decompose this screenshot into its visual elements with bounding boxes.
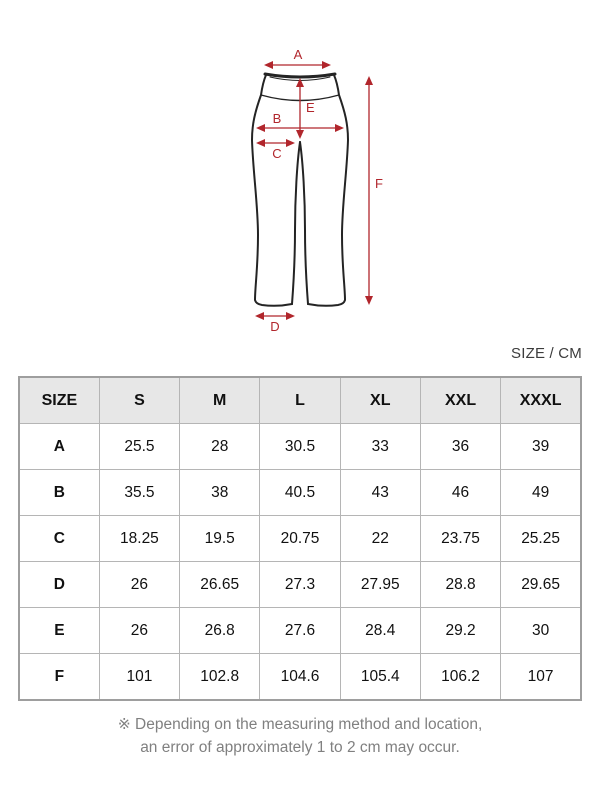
cell-value: 26.65 (180, 562, 260, 608)
row-label: D (19, 562, 99, 608)
cell-value: 30 (501, 608, 581, 654)
measurement-arrows (255, 47, 383, 334)
cell-value: 105.4 (340, 654, 420, 701)
row-label: B (19, 470, 99, 516)
arrowhead-left-icon (256, 139, 265, 147)
col-header-xxl: XXL (420, 377, 500, 424)
cell-value: 30.5 (260, 424, 340, 470)
measure-arrow-c (256, 139, 295, 161)
row-label: F (19, 654, 99, 701)
cell-value: 40.5 (260, 470, 340, 516)
pants-left-leg (252, 75, 300, 306)
cell-value: 26.8 (180, 608, 260, 654)
cell-value: 102.8 (180, 654, 260, 701)
measure-arrow-a (264, 47, 331, 69)
cell-value: 25.25 (501, 516, 581, 562)
cell-value: 25.5 (99, 424, 179, 470)
measure-label-f: F (375, 176, 383, 191)
table-row-b (19, 470, 581, 516)
cell-value: 27.95 (340, 562, 420, 608)
cell-value: 39 (501, 424, 581, 470)
cell-value: 33 (340, 424, 420, 470)
pants-waistband-top (265, 74, 335, 77)
footnote-line-1: ※ Depending on the measuring method and location, (117, 716, 483, 733)
row-label: C (19, 516, 99, 562)
table-row-d (19, 562, 581, 608)
measure-label-a: A (293, 47, 303, 62)
cell-value: 19.5 (180, 516, 260, 562)
cell-value: 22 (340, 516, 420, 562)
arrowhead-right-icon (322, 61, 331, 69)
col-header-m: M (180, 377, 260, 424)
cell-value: 26 (99, 608, 179, 654)
col-header-size: SIZE (19, 377, 99, 424)
cell-value: 23.75 (420, 516, 500, 562)
arrowhead-left-icon (264, 61, 273, 69)
arrowhead-up-icon (296, 78, 304, 87)
row-label: A (19, 424, 99, 470)
cell-value: 28.4 (340, 608, 420, 654)
cell-value: 49 (501, 470, 581, 516)
size-table-header-row (19, 377, 581, 424)
arrowhead-left-icon (255, 312, 264, 320)
size-table (18, 376, 582, 701)
cell-value: 43 (340, 470, 420, 516)
cell-value: 104.6 (260, 654, 340, 701)
measure-label-d: D (270, 319, 280, 334)
cell-value: 46 (420, 470, 500, 516)
cell-value: 36 (420, 424, 500, 470)
measure-arrow-f (365, 76, 383, 305)
col-header-l: L (260, 377, 340, 424)
pants-measurement-diagram (0, 0, 600, 340)
arrowhead-right-icon (335, 124, 344, 132)
pants-diagram-svg (0, 0, 600, 340)
cell-value: 101 (99, 654, 179, 701)
arrowhead-right-icon (286, 139, 295, 147)
footnote (0, 713, 600, 759)
arrowhead-left-icon (256, 124, 265, 132)
cell-value: 35.5 (99, 470, 179, 516)
col-header-s: S (99, 377, 179, 424)
table-row-f (19, 654, 581, 701)
arrowhead-down-icon (296, 130, 304, 139)
cell-value: 27.6 (260, 608, 340, 654)
arrowhead-up-icon (365, 76, 373, 85)
arrowhead-down-icon (365, 296, 373, 305)
cell-value: 18.25 (99, 516, 179, 562)
arrowhead-right-icon (286, 312, 295, 320)
cell-value: 29.2 (420, 608, 500, 654)
table-row-c (19, 516, 581, 562)
cell-value: 38 (180, 470, 260, 516)
table-row-e (19, 608, 581, 654)
cell-value: 20.75 (260, 516, 340, 562)
col-header-xxxl: XXXL (501, 377, 581, 424)
table-row-a (19, 424, 581, 470)
cell-value: 26 (99, 562, 179, 608)
measure-label-e: E (306, 100, 315, 115)
row-label: E (19, 608, 99, 654)
cell-value: 29.65 (501, 562, 581, 608)
cell-value: 27.3 (260, 562, 340, 608)
measure-label-c: C (272, 146, 282, 161)
cell-value: 106.2 (420, 654, 500, 701)
cell-value: 107 (501, 654, 581, 701)
measure-arrow-d (255, 312, 295, 334)
measure-arrow-e (296, 78, 315, 139)
cell-value: 28 (180, 424, 260, 470)
col-header-xl: XL (340, 377, 420, 424)
unit-label: SIZE / CM (511, 345, 582, 362)
cell-value: 28.8 (420, 562, 500, 608)
footnote-line-2: an error of approximately 1 to 2 cm may occur. (140, 739, 460, 756)
measure-label-b: B (272, 111, 282, 126)
